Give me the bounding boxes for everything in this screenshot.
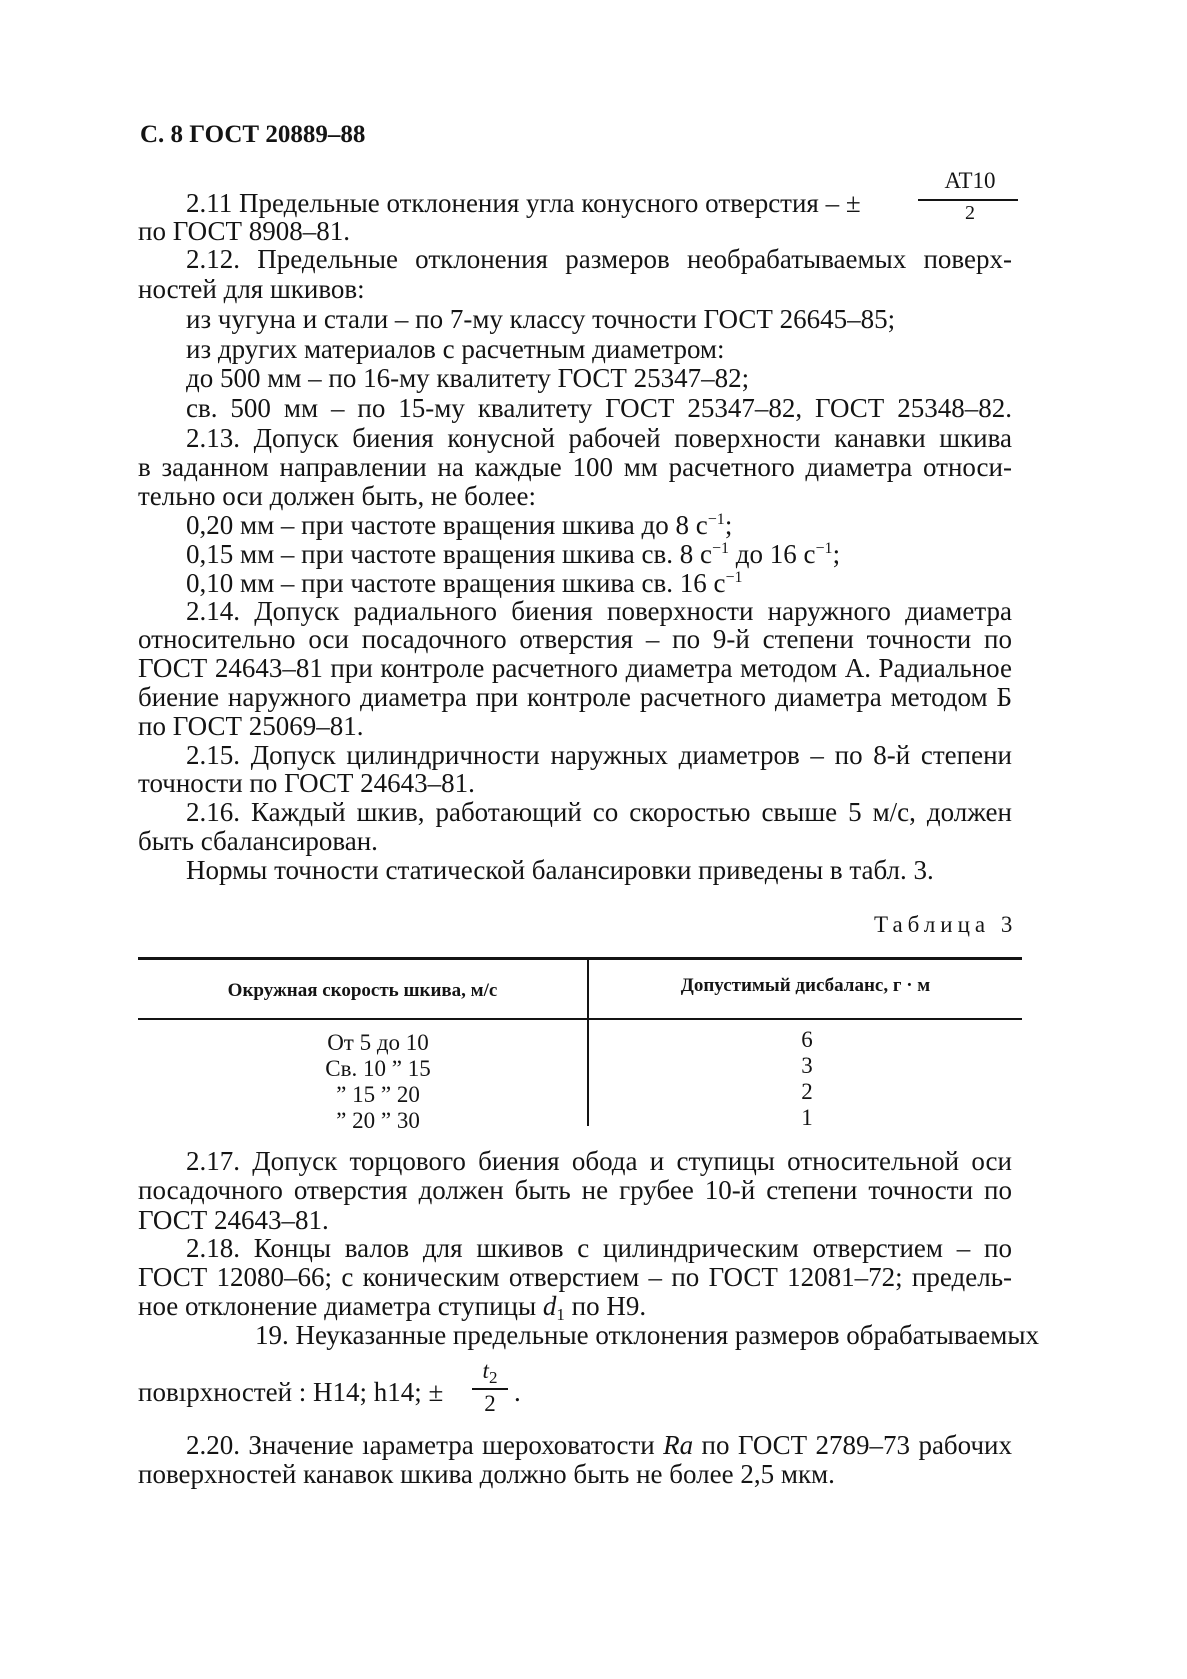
table-cell-imbalance: 6 <box>801 1027 813 1052</box>
para-2-12-line5: до 500 мм – по 16-му квалитету ГОСТ 25347–82; <box>186 363 750 393</box>
fraction-at10-denominator: 2 <box>965 202 975 224</box>
para-2-13-item1: 0,20 мм – при частоте вращения шкива до 8 $с^{-1}$; <box>186 510 733 540</box>
para-2-14-line4: биение наружного диаметра при контроле расчетного диаметра методом Б <box>138 682 1012 712</box>
fraction-at10-numerator: AT10 <box>944 168 996 193</box>
para-2-13-item3: 0,10 мм – при частоте вращения шкива св. 16 $с^{-1}$ <box>186 568 743 598</box>
para-2-19-end: . <box>514 1377 521 1407</box>
para-2-20-line2: поверхностей канавок шкива должно быть не более 2,5 мкм. <box>138 1459 835 1489</box>
page-header: С. 8 ГОСТ 20889–88 <box>140 121 366 148</box>
para-2-13-line3: тельно оси должен быть, не более: <box>138 481 536 511</box>
table-cell-speed: ” 15 ” 20 <box>336 1082 420 1107</box>
table-cell-imbalance: 2 <box>801 1079 813 1104</box>
table-col-imbalance <box>757 1027 857 1131</box>
table-cell-speed: От 5 до 10 <box>327 1030 429 1055</box>
para-2-12-line2: ностей для шкивов: <box>138 274 365 304</box>
para-2-16-line2: быть сбалансирован. <box>138 826 378 856</box>
para-2-18-line2: ГОСТ 12080–66; с коническим отверстием – по ГОСТ 12081–72; предель- <box>138 1262 1012 1292</box>
table-header-rule <box>138 1018 1022 1020</box>
table-header-speed: Окружная скорость шкива, м/с <box>227 980 498 1001</box>
para-2-14-line1: 2.14. Допуск радиального биения поверхности наружного диаметра <box>186 596 1012 626</box>
para-2-15-line2: точности по ГОСТ 24643–81. <box>138 768 475 798</box>
para-2-18-line3: ное отклонение диаметра ступицы $d_1$ по H9. <box>138 1291 647 1324</box>
para-2-14-line5: по ГОСТ 25069–81. <box>138 711 364 741</box>
para-2-13-line2: в заданном направлении на каждые 100 мм расчетного диаметра относи- <box>138 452 1012 482</box>
fraction-t2-denominator: 2 <box>484 1391 496 1416</box>
para-2-17-line3: ГОСТ 24643–81. <box>138 1205 329 1235</box>
fraction-bar <box>918 199 1018 201</box>
table-caption: Таблица 3 <box>874 912 1018 937</box>
para-2-15-line1: 2.15. Допуск цилиндричности наружных диаметров – по 8-й степени <box>186 740 1012 770</box>
para-2-19-line1: 19. Неуказанные предельные отклонения размеров обрабатываемых <box>255 1320 1039 1350</box>
para-2-12-line3: из чугуна и стали – по 7-му классу точности ГОСТ 26645–85; <box>186 304 896 334</box>
fraction-t2-numerator: $t_2$ <box>482 1358 498 1387</box>
para-2-14-line3: ГОСТ 24643–81 при контроле расчетного диаметра методом А. Радиальное <box>138 653 1012 683</box>
fraction-bar <box>472 1388 508 1390</box>
table-header-imbalance: Допустимый дисбаланс, г · м <box>680 975 931 996</box>
table-cell-speed: ” 20 ” 30 <box>336 1108 420 1133</box>
para-2-13-line1: 2.13. Допуск биения конусной рабочей поверхности канавки шкива <box>186 423 1012 453</box>
para-2-16-line1: 2.16. Каждый шкив, работающий со скоростью свыше 5 м/с, должен <box>186 797 1012 827</box>
para-2-12-line4: из других материалов с расчетным диаметром: <box>186 334 725 364</box>
para-2-13-item2: 0,15 мм – при частоте вращения шкива св. 8 $с^{-1}$ до 16 $с^{-1}$; <box>186 539 841 569</box>
para-2-12-line6: св. 500 мм – по 15-му квалитету ГОСТ 25347–82, ГОСТ 25348–82. <box>186 393 1012 423</box>
para-2-12-line1: 2.12. Предельные отклонения размеров необрабатываемых поверх- <box>186 244 1012 274</box>
table-cell-speed: Св. 10 ” 15 <box>325 1056 431 1081</box>
para-2-19-line2: повıрхностей : H14; h14; ± <box>138 1377 444 1407</box>
para-2-20-line1: 2.20. Значение ıараметра шероховатости Ra по ГОСТ 2789–73 рабочих <box>186 1430 1012 1460</box>
para-2-11-line2: по ГОСТ 8908–81. <box>138 216 350 246</box>
table-cell-imbalance: 1 <box>801 1105 813 1130</box>
para-2-17-line2: посадочного отверстия должен быть не грубее 10-й степени точности по <box>138 1175 1012 1205</box>
table-col-speed <box>218 1030 538 1134</box>
table-top-rule <box>138 957 1022 960</box>
para-2-18-line1: 2.18. Концы валов для шкивов с цилиндрическим отверстием – по <box>186 1233 1012 1263</box>
para-2-16-line3: Нормы точности статической балансировки приведены в табл. 3. <box>186 855 934 885</box>
table-cell-imbalance: 3 <box>801 1053 813 1078</box>
para-2-11-line1: 2.11 Предельные отклонения угла конусного отверстия – ± <box>186 188 861 218</box>
para-2-17-line1: 2.17. Допуск торцового биения обода и ступицы относительной оси <box>186 1146 1012 1176</box>
para-2-14-line2: относительно оси посадочного отверстия – по 9-й степени точности по <box>138 624 1012 654</box>
